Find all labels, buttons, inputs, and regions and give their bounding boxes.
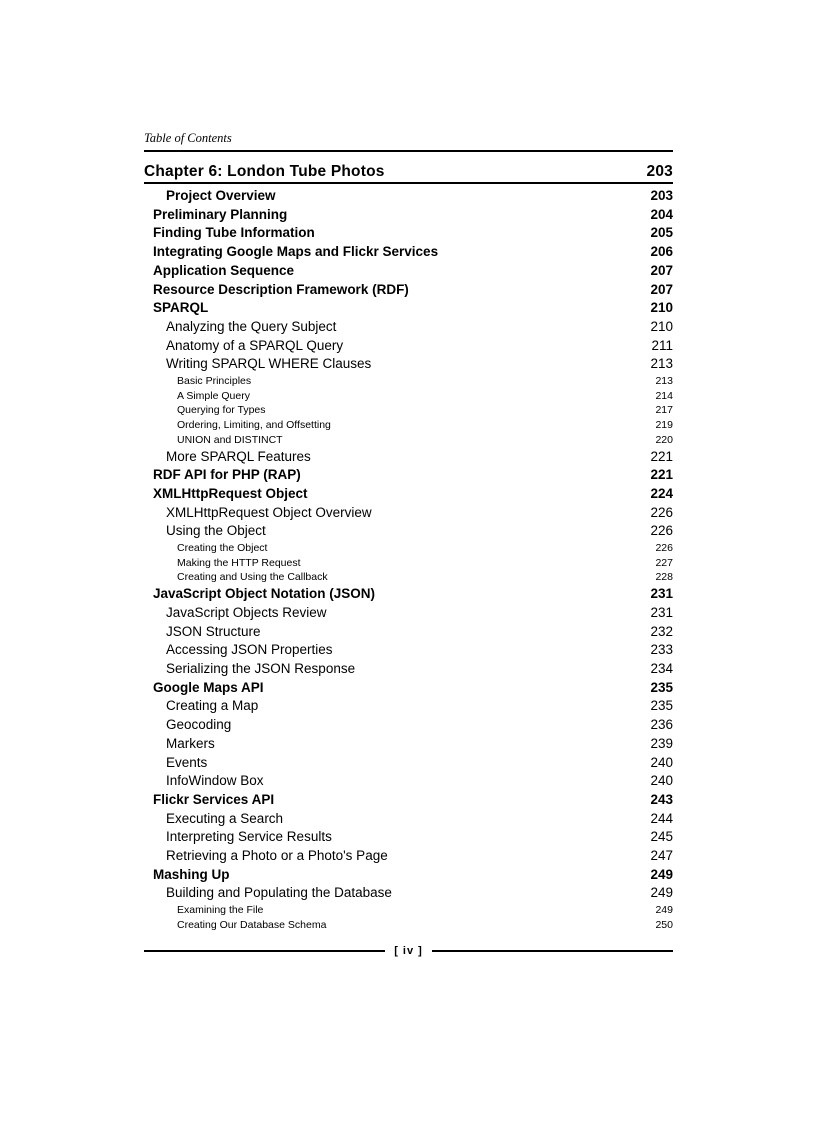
toc-entry-label: A Simple Query: [177, 389, 250, 402]
toc-entry-label: SPARQL: [153, 300, 209, 316]
toc-entry-page: 210: [650, 300, 673, 316]
toc-entry-page: 233: [650, 642, 673, 658]
toc-entry-label: Creating a Map: [166, 698, 259, 714]
toc-entry-label: InfoWindow Box: [166, 773, 264, 789]
toc-entry-page: 240: [650, 754, 673, 770]
toc-entry: [144, 433, 673, 448]
toc-entry: [144, 810, 673, 829]
chapter-page-number: 203: [646, 163, 673, 180]
toc-entry: [144, 262, 673, 281]
running-header: Table of Contents: [144, 131, 673, 152]
page-footer: [144, 944, 673, 958]
toc-entry: [144, 866, 673, 885]
toc-entry-page: 213: [655, 375, 673, 388]
toc-entry-page: 221: [650, 448, 673, 464]
toc-entry-page: 240: [650, 773, 673, 789]
toc-entry-label: Geocoding: [166, 717, 232, 733]
toc-entry-label: XMLHttpRequest Object: [153, 485, 308, 501]
toc-entry-page: 247: [650, 848, 673, 864]
toc-entry: [144, 485, 673, 504]
toc-entry-label: Resource Description Framework (RDF): [153, 281, 409, 297]
toc-entry-page: 227: [655, 556, 673, 569]
toc-entry-label: Markers: [166, 735, 215, 751]
toc-entry-label: Creating the Object: [177, 542, 268, 555]
toc-entry: [144, 716, 673, 735]
toc-entry-page: 236: [650, 717, 673, 733]
toc-entry: [144, 623, 673, 642]
toc-entry-label: UNION and DISTINCT: [177, 433, 283, 446]
toc-entry-label: Project Overview: [166, 188, 276, 203]
toc-entry: [144, 466, 673, 485]
toc-entry-label: Integrating Google Maps and Flickr Services: [153, 244, 439, 260]
toc-entry-page: 214: [655, 389, 673, 402]
toc-entry: [144, 206, 673, 225]
toc-entry: [144, 570, 673, 585]
toc-entry-page: 207: [650, 262, 673, 278]
toc-entry-label: Mashing Up: [153, 866, 230, 882]
toc-entry-page: 239: [650, 735, 673, 751]
toc-entry-page: 224: [650, 485, 673, 501]
toc-entry-page: 232: [650, 623, 673, 639]
toc-entry-page: 206: [650, 244, 673, 260]
toc-entry-page: 210: [650, 318, 673, 334]
toc-entry-page: 228: [655, 571, 673, 584]
toc-entry-page: 204: [650, 206, 673, 222]
toc-entry-label: Retrieving a Photo or a Photo's Page: [166, 848, 388, 864]
toc-entry-label: Executing a Search: [166, 810, 284, 826]
toc-entry-page: 221: [650, 467, 673, 483]
toc-entry-label: Flickr Services API: [153, 791, 275, 807]
toc-entry-page: 250: [655, 918, 673, 931]
toc-entry-label: Accessing JSON Properties: [166, 642, 333, 658]
toc-entry-label: Building and Populating the Database: [166, 885, 392, 901]
toc-entry-page: 219: [655, 419, 673, 432]
toc-entry: [144, 847, 673, 866]
footer-page-number: [ iv ]: [394, 945, 423, 957]
toc-entry-page: 234: [650, 660, 673, 676]
toc-entry-page: 226: [650, 523, 673, 539]
toc-entry-label: Writing SPARQL WHERE Clauses: [166, 356, 372, 372]
chapter-heading-row: [144, 163, 673, 184]
toc-entry-label: Ordering, Limiting, and Offsetting: [177, 419, 331, 432]
toc-entry-page: 207: [650, 281, 673, 297]
toc-entry-label: XMLHttpRequest Object Overview: [166, 504, 372, 520]
toc-entry-label: JavaScript Objects Review: [166, 604, 327, 620]
toc-entry-label: Examining the File: [177, 904, 264, 917]
toc-entry-page: 217: [655, 404, 673, 417]
toc-entry-label: RDF API for PHP (RAP): [153, 467, 301, 483]
toc-entry: [144, 754, 673, 773]
toc-entry: [144, 791, 673, 810]
toc-entry: [144, 374, 673, 389]
toc-entry: [144, 337, 673, 356]
toc-entry: [144, 697, 673, 716]
toc-entry-page: 244: [650, 810, 673, 826]
toc-entry-label: Serializing the JSON Response: [166, 660, 356, 676]
toc-entry-page: 249: [655, 904, 673, 917]
toc-entry: [144, 355, 673, 374]
toc-entry-label: Making the HTTP Request: [177, 556, 301, 569]
toc-entry-label: JSON Structure: [166, 623, 261, 639]
toc-entry: [144, 884, 673, 903]
toc-entry: [144, 772, 673, 791]
toc-entry-page: 249: [650, 866, 673, 882]
footer-rule-right: [432, 950, 673, 952]
toc-entry-label: Anatomy of a SPARQL Query: [166, 337, 344, 353]
toc-entry: [144, 585, 673, 604]
toc-entry-label: Application Sequence: [153, 262, 295, 278]
toc-entry-page: 245: [650, 829, 673, 845]
toc-entry: [144, 556, 673, 571]
toc-entry-page: 205: [650, 225, 673, 241]
toc-entry: [144, 448, 673, 467]
toc-entry-page: 203: [650, 188, 673, 203]
toc-entry-label: Querying for Types: [177, 404, 266, 417]
toc-entry-label: Creating and Using the Callback: [177, 571, 328, 584]
toc-entry-page: 220: [655, 433, 673, 446]
toc-entry-label: JavaScript Object Notation (JSON): [153, 586, 376, 602]
toc-entry: [144, 403, 673, 418]
toc-entry-page: 211: [651, 337, 673, 353]
toc-entry: [144, 281, 673, 300]
toc-entry-label: Preliminary Planning: [153, 206, 288, 222]
toc-entry-label: Google Maps API: [153, 679, 264, 695]
page-content: [144, 131, 673, 933]
toc-entry-label: Events: [166, 754, 208, 770]
toc-entry: [144, 918, 673, 933]
toc-entry-list: [144, 187, 673, 933]
toc-entry: [144, 641, 673, 660]
toc-entry-page: 235: [650, 698, 673, 714]
toc-entry: [144, 903, 673, 918]
toc-entry-label: Creating Our Database Schema: [177, 918, 327, 931]
toc-entry: [144, 735, 673, 754]
toc-entry: [144, 389, 673, 404]
toc-entry: [144, 243, 673, 262]
toc-entry: [144, 224, 673, 243]
toc-entry: [144, 660, 673, 679]
chapter-title: Chapter 6: London Tube Photos: [144, 163, 385, 180]
toc-entry-page: 235: [650, 679, 673, 695]
toc-entry-label: Using the Object: [166, 523, 266, 539]
toc-entry: [144, 522, 673, 541]
toc-entry: [144, 679, 673, 698]
toc-entry: [144, 604, 673, 623]
toc-entry-label: Finding Tube Information: [153, 225, 315, 241]
toc-entry-label: Basic Principles: [177, 375, 252, 388]
toc-entry: [144, 418, 673, 433]
toc-entry: [144, 828, 673, 847]
toc-entry: [144, 318, 673, 337]
toc-entry: [144, 504, 673, 523]
toc-entry: [144, 187, 673, 206]
toc-entry-page: 243: [650, 791, 673, 807]
toc-entry-page: 213: [650, 356, 673, 372]
toc-entry-page: 231: [650, 604, 673, 620]
toc-entry-label: Interpreting Service Results: [166, 829, 332, 845]
toc-entry-label: More SPARQL Features: [166, 448, 311, 464]
toc-entry-page: 226: [655, 542, 673, 555]
toc-entry: [144, 541, 673, 556]
toc-entry-page: 226: [650, 504, 673, 520]
footer-rule-left: [144, 950, 385, 952]
toc-entry-page: 249: [650, 885, 673, 901]
toc-entry-page: 231: [650, 586, 673, 602]
toc-entry-label: Analyzing the Query Subject: [166, 318, 337, 334]
toc-entry: [144, 299, 673, 318]
